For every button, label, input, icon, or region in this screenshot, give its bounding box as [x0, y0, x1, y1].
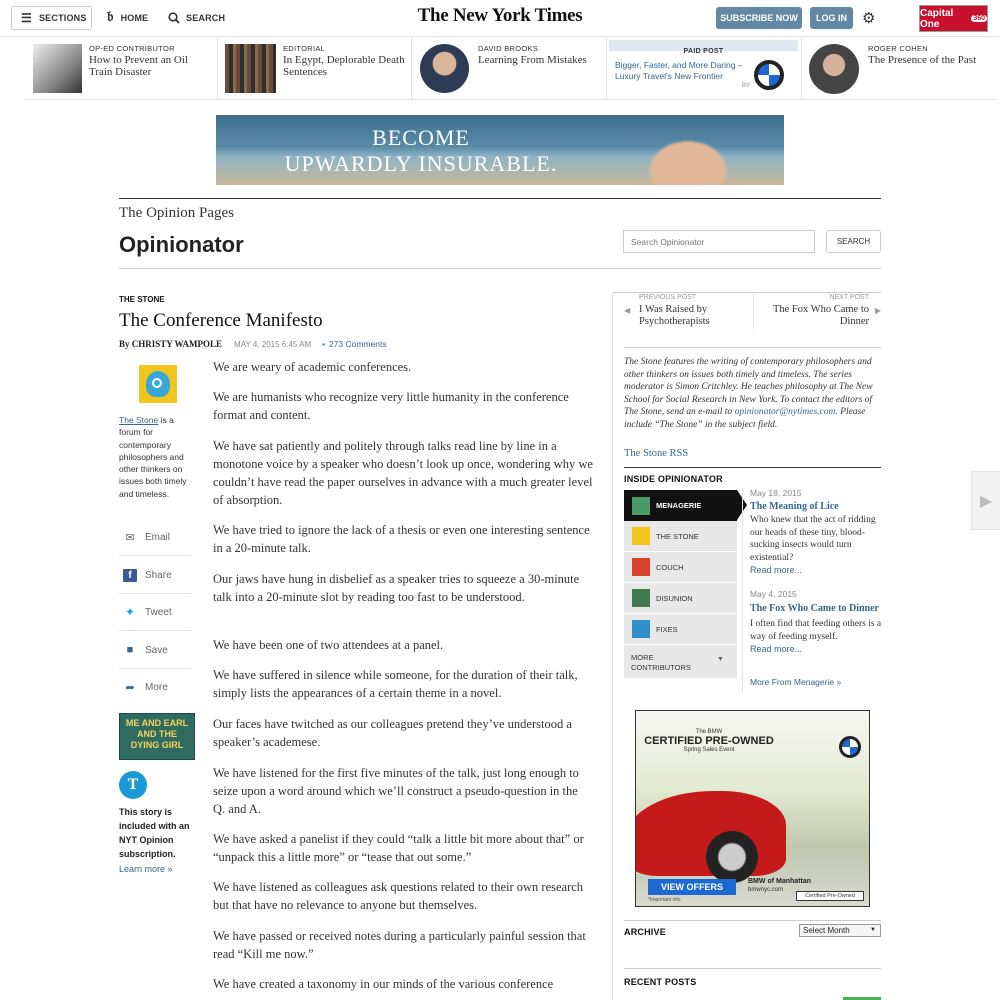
- more-contributors-label: MORE CONTRIBUTORS: [631, 653, 691, 672]
- ribbon-title: The Presence of the Past: [868, 54, 977, 66]
- nyt-t-icon: 𝔟: [107, 10, 114, 25]
- tab-label: DISUNION: [656, 593, 693, 603]
- ribbon-thumbnail: [225, 44, 276, 93]
- paragraph: We have suffered in silence while someone, for the duration of their talk, simply lists the appearances of a certain theme in a novel.: [213, 668, 578, 700]
- divider: [624, 467, 881, 468]
- car-wheel: [706, 831, 758, 883]
- paragraph: We have created a taxonomy in our minds of the various conference: [213, 977, 554, 991]
- menu-icon: ☰: [21, 11, 32, 25]
- email-link[interactable]: opinionator@nytimes.com: [734, 407, 836, 417]
- chevron-down-icon: ▼: [717, 656, 724, 663]
- next-post-link[interactable]: [757, 294, 881, 330]
- article-kicker[interactable]: THE STONE: [119, 295, 165, 304]
- tab-label: MENAGERIE: [656, 501, 702, 510]
- dateline: MAY 4, 2015 6:45 AM: [234, 339, 312, 349]
- story-body: I often find that feeding others is a way of feeding myself.: [750, 619, 882, 642]
- next-label: NEXT POST: [829, 294, 869, 301]
- stone-link[interactable]: The Stone: [119, 415, 159, 425]
- search-input[interactable]: [623, 230, 815, 253]
- story-date: May 18, 2015: [750, 488, 802, 498]
- paragraph: We are weary of academic conferences.: [213, 360, 412, 374]
- share-label: Share: [145, 569, 172, 581]
- ad-fine-print: *Important info: [648, 897, 681, 903]
- menagerie-icon: [632, 497, 650, 515]
- story-title[interactable]: The Meaning of Lice: [750, 501, 839, 512]
- divider: [624, 968, 881, 969]
- recent-posts-label: RECENT POSTS: [624, 977, 697, 987]
- chevron-left-icon: ◀: [624, 306, 631, 315]
- facebook-share-button[interactable]: [119, 557, 191, 594]
- divider: [119, 198, 881, 199]
- ribbon-title: In Egypt, Deplorable Death Sentences: [283, 54, 405, 78]
- prev-title: I Was Raised by Psychotherapists: [639, 304, 710, 327]
- ribbon-kicker: PAID POST: [683, 48, 724, 55]
- facebook-icon: f: [123, 569, 137, 582]
- share-label: Email: [145, 531, 171, 543]
- about-text: The Stone features the writing of contemporary philosophers and other thinkers on issues both timely and timeless. The series moderator is Simon Critchley. He teaches philosophy at The New School for Social Research in New York. To contact the editors of The Stone, send an e-mail to: [624, 357, 873, 417]
- paragraph: We have asked a panelist if they could “talk a little bit more about that” or “unpack this a little more” or “tease that out some.”: [213, 832, 584, 864]
- chevron-right-icon: ▶: [979, 492, 993, 510]
- story-divider: [742, 488, 743, 693]
- story-title[interactable]: The Fox Who Came to Dinner: [750, 603, 879, 614]
- share-label: More: [145, 682, 168, 693]
- more-share-button[interactable]: [119, 669, 191, 706]
- archive-select[interactable]: [799, 924, 881, 937]
- ribbon-kicker: OP-ED CONTRIBUTOR: [89, 44, 175, 53]
- login-button[interactable]: LOG IN: [810, 7, 853, 29]
- twitter-bird-icon: ✦: [124, 605, 136, 619]
- ad-dealer: BMW of Manhattan: [748, 878, 811, 885]
- ribbon-kicker: EDITORIAL: [283, 44, 326, 53]
- byline[interactable]: By CHRISTY WAMPOLE: [119, 339, 223, 349]
- stone-head-icon: [632, 527, 650, 545]
- cpo-badge: Certified Pre-Owned: [796, 891, 864, 901]
- opinion-pages-label[interactable]: The Opinion Pages: [119, 205, 234, 221]
- stone-desc: is a forum for contemporary philosophers and other thinkers on issues both timely and timeless.: [119, 415, 187, 499]
- next-title: The Fox Who Came to Dinner: [772, 304, 869, 327]
- sections-button[interactable]: [11, 6, 92, 30]
- ad-badge: 360: [973, 15, 985, 22]
- promo-text: ME AND EARL AND THE DYING GIRL: [125, 718, 189, 750]
- share-arrow-icon: ➦: [125, 682, 135, 694]
- ad-subline: Spring Sales Event: [683, 747, 735, 753]
- envelope-icon: ✉: [125, 531, 135, 544]
- menagerie-tab[interactable]: [624, 490, 737, 521]
- paragraph: We have sat patiently and politely through talks read line by line in a monotone voice by a speaker who doesn’t look up once, wondering why we couldn’t have read the paper ourselves in advance with a much greater level of absorption.: [213, 439, 593, 507]
- banner-line-1: BECOME: [372, 125, 470, 150]
- save-button[interactable]: [119, 632, 191, 669]
- search-button[interactable]: SEARCH: [826, 230, 881, 253]
- more-contributors-button[interactable]: [624, 645, 737, 678]
- learn-more-link[interactable]: Learn more »: [119, 864, 173, 874]
- paid-by-label: BY: [742, 83, 751, 89]
- ribbon-item[interactable]: [412, 38, 607, 100]
- tab-label: THE STONE: [656, 531, 699, 541]
- rss-link[interactable]: The Stone RSS: [624, 448, 689, 459]
- stone-about: [624, 356, 882, 431]
- ribbon-title: Bigger, Faster, and More Daring – Luxury Travel's New Frontier: [615, 60, 743, 81]
- chevron-right-icon: ▶: [874, 306, 881, 315]
- paragraph: We have been one of two attendees at a panel.: [213, 638, 444, 652]
- gear-icon[interactable]: ⚙: [862, 10, 876, 27]
- tab-disunion[interactable]: [624, 583, 737, 614]
- dropdown-arrow-icon: ▼: [870, 927, 876, 933]
- inside-opinionator-label: INSIDE OPINIONATOR: [624, 474, 723, 484]
- next-article-arrow[interactable]: [971, 471, 1000, 530]
- banner-ad[interactable]: [216, 115, 784, 185]
- more-from-menagerie-link[interactable]: More From Menagerie »: [750, 677, 842, 687]
- prev-label: PREVIOUS POST: [639, 294, 697, 301]
- nav-divider: [753, 293, 754, 329]
- ribbon-item[interactable]: [25, 38, 218, 100]
- ad-small-text: The BMW: [695, 729, 723, 735]
- bmw-ad[interactable]: [635, 710, 870, 907]
- stone-description: [119, 414, 194, 500]
- couch-icon: [632, 558, 650, 576]
- ad-label: Capital One: [920, 7, 954, 30]
- capital-one-ad[interactable]: [919, 5, 988, 32]
- about-tail: . Please include “The Stone” in the subject field.: [624, 407, 866, 430]
- tab-couch[interactable]: [624, 552, 737, 583]
- story-item: [750, 589, 885, 654]
- paragraph: We are humanists who recognize very little humanity in the conference format and content.: [213, 390, 569, 422]
- previous-post-link[interactable]: [624, 294, 752, 330]
- share-label: Tweet: [145, 606, 172, 618]
- story-ribbon: [25, 38, 997, 100]
- story-date: May 4, 2015: [750, 589, 797, 599]
- byline-row: [119, 338, 387, 350]
- ribbon-title: Learning From Mistakes: [478, 54, 587, 66]
- divider: [624, 347, 881, 348]
- fixes-icon: [632, 620, 650, 638]
- head-gears-icon: [146, 371, 170, 397]
- ribbon-thumbnail: [33, 44, 82, 93]
- disunion-icon: [632, 589, 650, 607]
- ad-headline: CERTIFIED PRE-OWNED: [644, 735, 774, 747]
- story-body: Who knew that the act of ridding our heads of these tiny, blood-sucking insects would turn existential?: [750, 515, 876, 563]
- folder-icon: ■: [126, 644, 134, 656]
- archive-label: ARCHIVE: [624, 927, 666, 937]
- ribbon-kicker: DAVID BROOKS: [478, 44, 539, 53]
- bmw-logo-icon: [754, 60, 784, 90]
- ribbon-item[interactable]: [218, 38, 412, 100]
- ad-url: bmwnyc.com: [748, 887, 784, 893]
- paragraph: Our jaws have hung in disbelief as a speaker tries to squeeze a 30-minute talk into a 20-minute slot by reading too fast to be understood.: [213, 572, 580, 604]
- divider: [624, 920, 881, 921]
- search-label: SEARCH: [186, 13, 226, 23]
- paragraph: We have listened for the first five minutes of the talk, just long enough to seize upon a word around which we’ll construct a pseudo-question in the Q. and A.: [213, 766, 579, 816]
- paid-post-header: [609, 40, 798, 55]
- divider: [119, 268, 881, 269]
- bmw-logo-icon: [839, 736, 861, 758]
- subscription-text: This story is included with an NYT Opinion subscription.: [119, 807, 190, 859]
- twitter-share-button[interactable]: [119, 594, 191, 631]
- paragraph: We have tried to ignore the lack of a thesis or even one interesting sentence in a 20-minute talk.: [213, 523, 590, 555]
- the-stone-logo[interactable]: [139, 365, 177, 403]
- comment-icon: ▪: [322, 339, 325, 349]
- banner-line-2: UPWARDLY INSURABLE.: [284, 151, 558, 176]
- ribbon-item[interactable]: [802, 38, 997, 100]
- tab-label: FIXES: [656, 624, 678, 634]
- nyt-t-badge-icon: T: [119, 771, 147, 799]
- email-share-button[interactable]: [119, 519, 191, 556]
- tab-fixes[interactable]: [624, 614, 737, 645]
- paragraph: We have passed or received notes during a particularly painful session that read “Kill me now.”: [213, 929, 586, 961]
- author-photo: [420, 44, 469, 93]
- paragraph: We have listened as colleagues ask questions related to their own research but that have no relevance to anyone but themselves.: [213, 880, 584, 912]
- home-link[interactable]: [107, 11, 148, 25]
- sections-label: SECTIONS: [38, 13, 87, 23]
- top-bar: [0, 0, 1000, 37]
- archive-select-value: Select Month: [803, 926, 850, 935]
- author-photo: [809, 44, 859, 94]
- tab-the-stone[interactable]: [624, 521, 737, 552]
- divider: [612, 292, 881, 293]
- blog-title[interactable]: Opinionator: [119, 232, 244, 257]
- read-more-link[interactable]: Read more...: [750, 565, 803, 575]
- paid-post-item[interactable]: [607, 38, 802, 100]
- nyt-logo[interactable]: The New York Times: [417, 5, 583, 26]
- movie-promo[interactable]: [119, 713, 195, 760]
- view-offers-button[interactable]: VIEW OFFERS: [648, 879, 736, 895]
- story-item: [750, 488, 885, 575]
- comments-link[interactable]: 273 Comments: [328, 339, 387, 349]
- tab-label: COUCH: [656, 562, 684, 572]
- article-headline: The Conference Manifesto: [119, 310, 323, 331]
- search-link[interactable]: [168, 11, 225, 25]
- home-label: HOME: [120, 13, 149, 23]
- subscribe-button[interactable]: SUBSCRIBE NOW: [716, 7, 802, 29]
- banner-feet-image: [616, 115, 736, 185]
- search-icon: [168, 12, 180, 24]
- paragraph: Our faces have twitched as our colleagues pretend they’ve understood a speaker’s academese.: [213, 717, 572, 749]
- ribbon-title: How to Prevent an Oil Train Disaster: [89, 54, 188, 78]
- column-divider: [612, 292, 613, 1000]
- share-label: Save: [145, 644, 168, 656]
- ad-header-box: [644, 729, 774, 759]
- ribbon-kicker: ROGER COHEN: [868, 44, 928, 53]
- read-more-link[interactable]: Read more...: [750, 644, 803, 654]
